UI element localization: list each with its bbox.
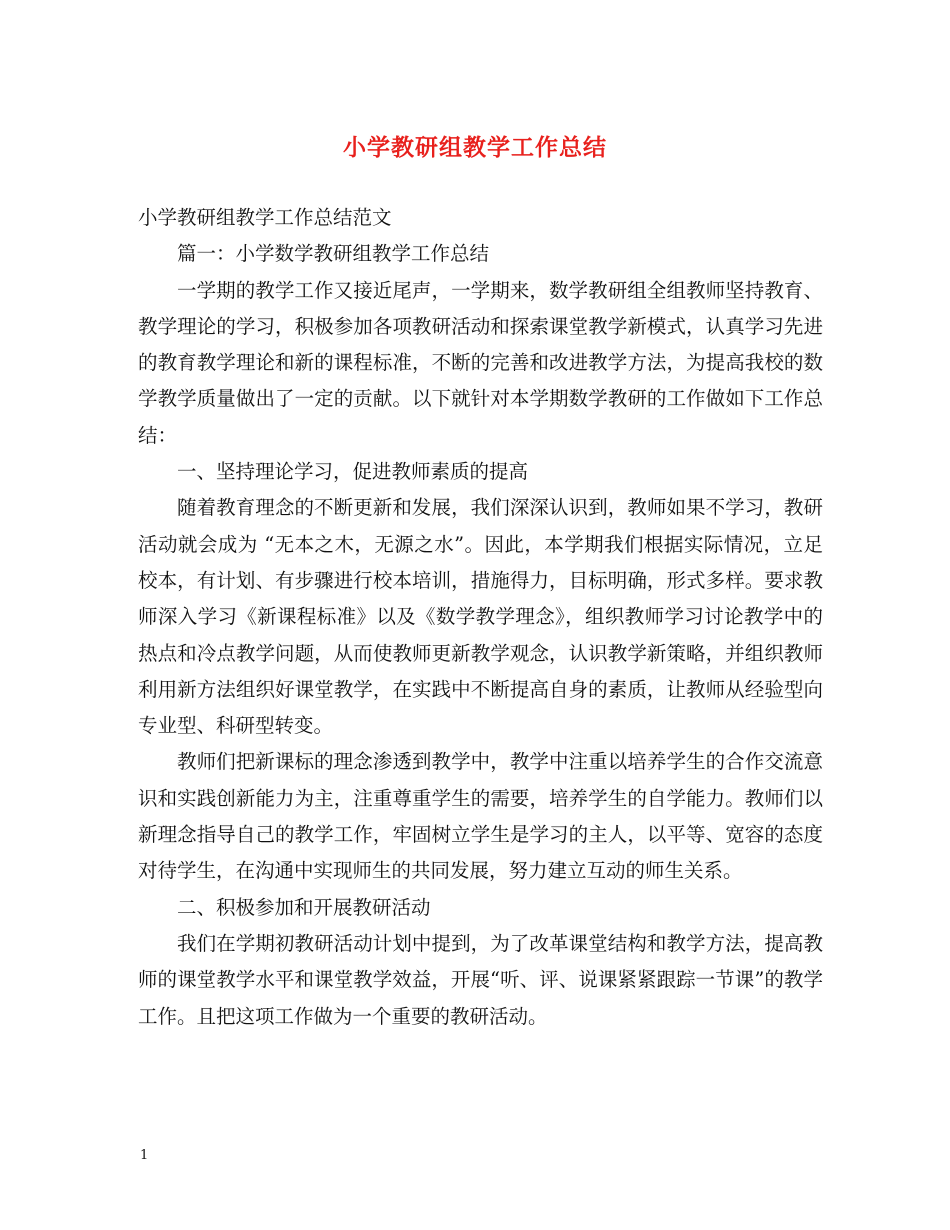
paragraph-new-curriculum: 教师们把新课标的理念渗透到教学中，教学中注重以培养学生的合作交流意识和实践创新能力为主，注重尊重学生的需要，培养学生的自学能力。教师们以新理念指导自己的教学工作，牢固树立学生是学习的主人，以平等、宽容的态度对待学生，在沟通中实现师生的共同发展，努力建立互动的师生关系。 bbox=[138, 750, 823, 883]
section-heading-teaching-research: 二、积极参加和开展教研活动 bbox=[177, 895, 431, 919]
page-number: 1 bbox=[140, 1148, 149, 1163]
section-heading-theory-study: 一、坚持理论学习，促进教师素质的提高 bbox=[177, 460, 529, 484]
paragraph-theory-study: 随着教育理念的不断更新和发展，我们深深认识到，教师如果不学习，教研活动就会成为 “无本之木，无源之水”。因此，本学期我们根据实际情况，立足校本，有计划、有步骤进行校本培训，措施得力，目标明确，形式多样。要求教师深入学习《新课程标准》以及《数学教学理念》，组织教师学习讨论教学中的热点和冷点教学问题，从而使教师更新教学观念，认识教学新策略，并组织教师利用新方法组织好课堂教学，在实践中不断提高自身的素质，让教师从经验型向专业型、科研型转变。 bbox=[138, 496, 823, 738]
paragraph-teaching-research: 我们在学期初教研活动计划中提到，为了改革课堂结构和教学方法，提高教师的课堂教学水平和课堂教学效益，开展“听、评、说课紧紧跟踪一节课”的教学工作。且把这项工作做为一个重要的教研活动。 bbox=[138, 931, 823, 1028]
paragraph-intro: 一学期的教学工作又接近尾声，一学期来，数学教研组全组教师坚持教育、教学理论的学习，积极参加各项教研活动和探索课堂教学新模式，认真学习先进的教育教学理论和新的课程标准，不断的完善和改进教学方法，为提高我校的数学教学质量做出了一定的贡献。以下就针对本学期数学教研的工作做如下工作总结： bbox=[138, 278, 823, 447]
section-heading-part-one: 篇一：小学数学教研组教学工作总结 bbox=[177, 242, 490, 266]
document-subtitle: 小学教研组教学工作总结范文 bbox=[138, 206, 392, 229]
document-title: 小学教研组教学工作总结 bbox=[343, 134, 607, 161]
document-body bbox=[138, 200, 823, 1035]
